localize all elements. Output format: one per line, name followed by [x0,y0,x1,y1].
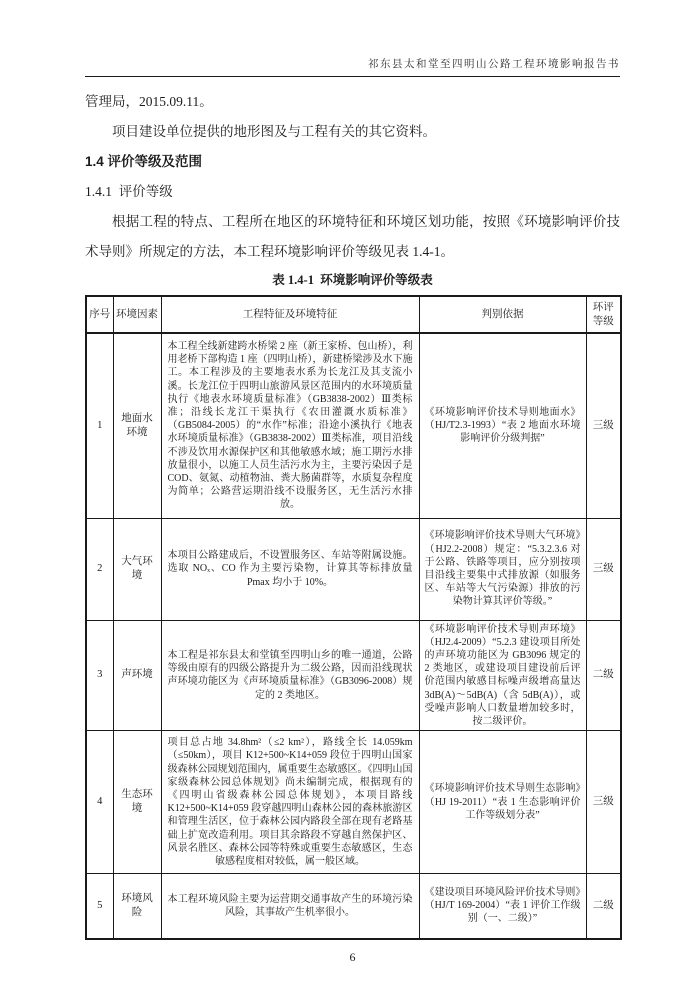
cell-no: 1 [86,333,113,518]
column-header-no: 序号 [86,296,113,333]
subsection-heading-1-4-1: 1.4.1 评价等级 [85,184,173,199]
cell-feature: 本项目公路建成后，不设置服务区、车站等附属设施。选取 NOₓ、CO 作为主要污染物，计算其等标排放量 Pmax 均小于 10%。 [161,518,419,620]
paragraph-management-bureau: 管理局，2015.09.11。 [85,94,213,109]
cell-feature: 本工程全线新建跨水桥梁 2 座（新王家桥、包山桥），利用老桥下部构造 1 座（四明山桥），新建桥梁涉及水下施工。本工程涉及的主要地表水系为长龙江及其支流小溪。长龙江位于四明山旅游风景区范围内的水环境质量执行《地表水环境质量标准》（GB3838-2002）Ⅲ类标准；沿线长龙江干渠执行《农田灌溉水质标准》（GB5084-2005）的“水作”标准；沿途小溪执行《地表水环境质量标准》（GB3838-2002）Ⅲ类标准，项目沿线不涉及饮用水源保护区和其他敏感水域；施工期污水排放量很小，以施工人员生活污水为主，主要污染因子是 COD、氨氮、动植物油、粪大肠菌群等，水质复杂程度为简单；公路营运期沿线不设服务区，无生活污水排放。 [161,333,419,518]
cell-feature: 项目总占地 34.8hm²（≤2 km²），路线全长 14.059km（≤50km），项目 K12+500~K14+059 段位于四明山国家级森林公园规划范围内，属重要生态敏感区。《四明山国家级森林公园总体规划》尚未编制完成，根据现有的《四明山省级森林公园总体规划》，本项目路线 K12+500~K14+059 段穿越四明山森林公园的森林旅游区和管理生活区，位于森林公园内路段全部在现有老路基础上扩宽改造利用。项目其余路段不穿越自然保护区、风景名胜区、森林公园等特殊或重要生态敏感区，生态敏感程度相对较低，属一般区域。 [161,731,419,874]
table-row-surface-water [86,333,621,518]
cell-level: 三级 [586,518,621,620]
cell-basis: 《环境影响评价技术导则大气环境》（HJ2.2-2008）规定：“5.3.2.3.6 对于公路、铁路等项目，应分别按项目沿线主要集中式排放源（如服务区、车站等大气污染源）排放的污染物计算其评价等级。” [419,518,586,620]
table-caption: 表 1.4-1 环境影响评价等级表 [272,273,433,287]
table-header-row [86,296,621,333]
column-header-factor: 环境因素 [113,296,161,333]
column-header-feature: 工程特征及环境特征 [161,296,419,333]
paragraph-evaluation-method: 根据工程的特点、工程所在地区的环境特征和环境区划功能，按照《环境影响评价技术导则》所规定的方法，本工程环境影响评价等级见表 1.4-1。 [85,214,620,259]
cell-basis: 《环境影响评价技术导则地面水》（HJ/T2.3-1993）“表 2 地面水环境影响评价分级判据” [419,333,586,518]
cell-feature: 本工程是祁东县太和堂镇至四明山乡的唯一通道，公路等级由原有的四级公路提升为二级公路，因而沿线现状声环境功能区为《声环境质量标准》（GB3096-2008）规定的 2 类地区。 [161,620,419,731]
cell-factor: 地面水环境 [113,333,161,518]
cell-basis: 《建设项目环境风险评价技术导则》（HJ/T 169-2004）“表 1 评价工作级别（一、二级）” [419,874,586,939]
cell-no: 2 [86,518,113,620]
table-row-air [86,518,621,620]
section-heading-1-4: 1.4 评价等级及范围 [85,154,203,169]
page-number: 6 [349,949,356,964]
cell-no: 5 [86,874,113,939]
paragraph-project-materials: 项目建设单位提供的地形图及与工程有关的其它资料。 [112,124,436,139]
cell-basis: 《环境影响评价技术导则声环境》（HJ2.4-2009）“5.2.3 建设项目所处的声环境功能区为 GB3096 规定的 2 类地区，或建设项目建设前后评价范围内敏感目标噪声级增高量达 3dB(A)～5dB(A)（含 5dB(A)），或受噪声影响人口数量增加较多时，按二级评价。 [419,620,586,731]
column-header-basis: 判别依据 [419,296,586,333]
cell-no: 3 [86,620,113,731]
cell-factor: 大气环境 [113,518,161,620]
cell-basis: 《环境影响评价技术导则生态影响》（HJ 19-2011）“表 1 生态影响评价工作等级划分表” [419,731,586,874]
table-row-noise [86,620,621,731]
cell-level: 二级 [586,620,621,731]
cell-level: 二级 [586,874,621,939]
table-row-ecology [86,731,621,874]
cell-level: 三级 [586,731,621,874]
cell-no: 4 [86,731,113,874]
cell-factor: 生态环境 [113,731,161,874]
cell-level: 三级 [586,333,621,518]
evaluation-grade-table [85,295,622,940]
cell-feature: 本工程环境风险主要为运营期交通事故产生的环境污染风险，其事故产生机率很小。 [161,874,419,939]
table-row-environmental-risk [86,874,621,939]
column-header-level: 环评等级 [586,296,621,333]
page-header-title: 祁东县太和堂至四明山公路工程环境影响报告书 [368,59,620,70]
header-rule [85,76,620,77]
cell-factor: 环境风险 [113,874,161,939]
cell-factor: 声环境 [113,620,161,731]
